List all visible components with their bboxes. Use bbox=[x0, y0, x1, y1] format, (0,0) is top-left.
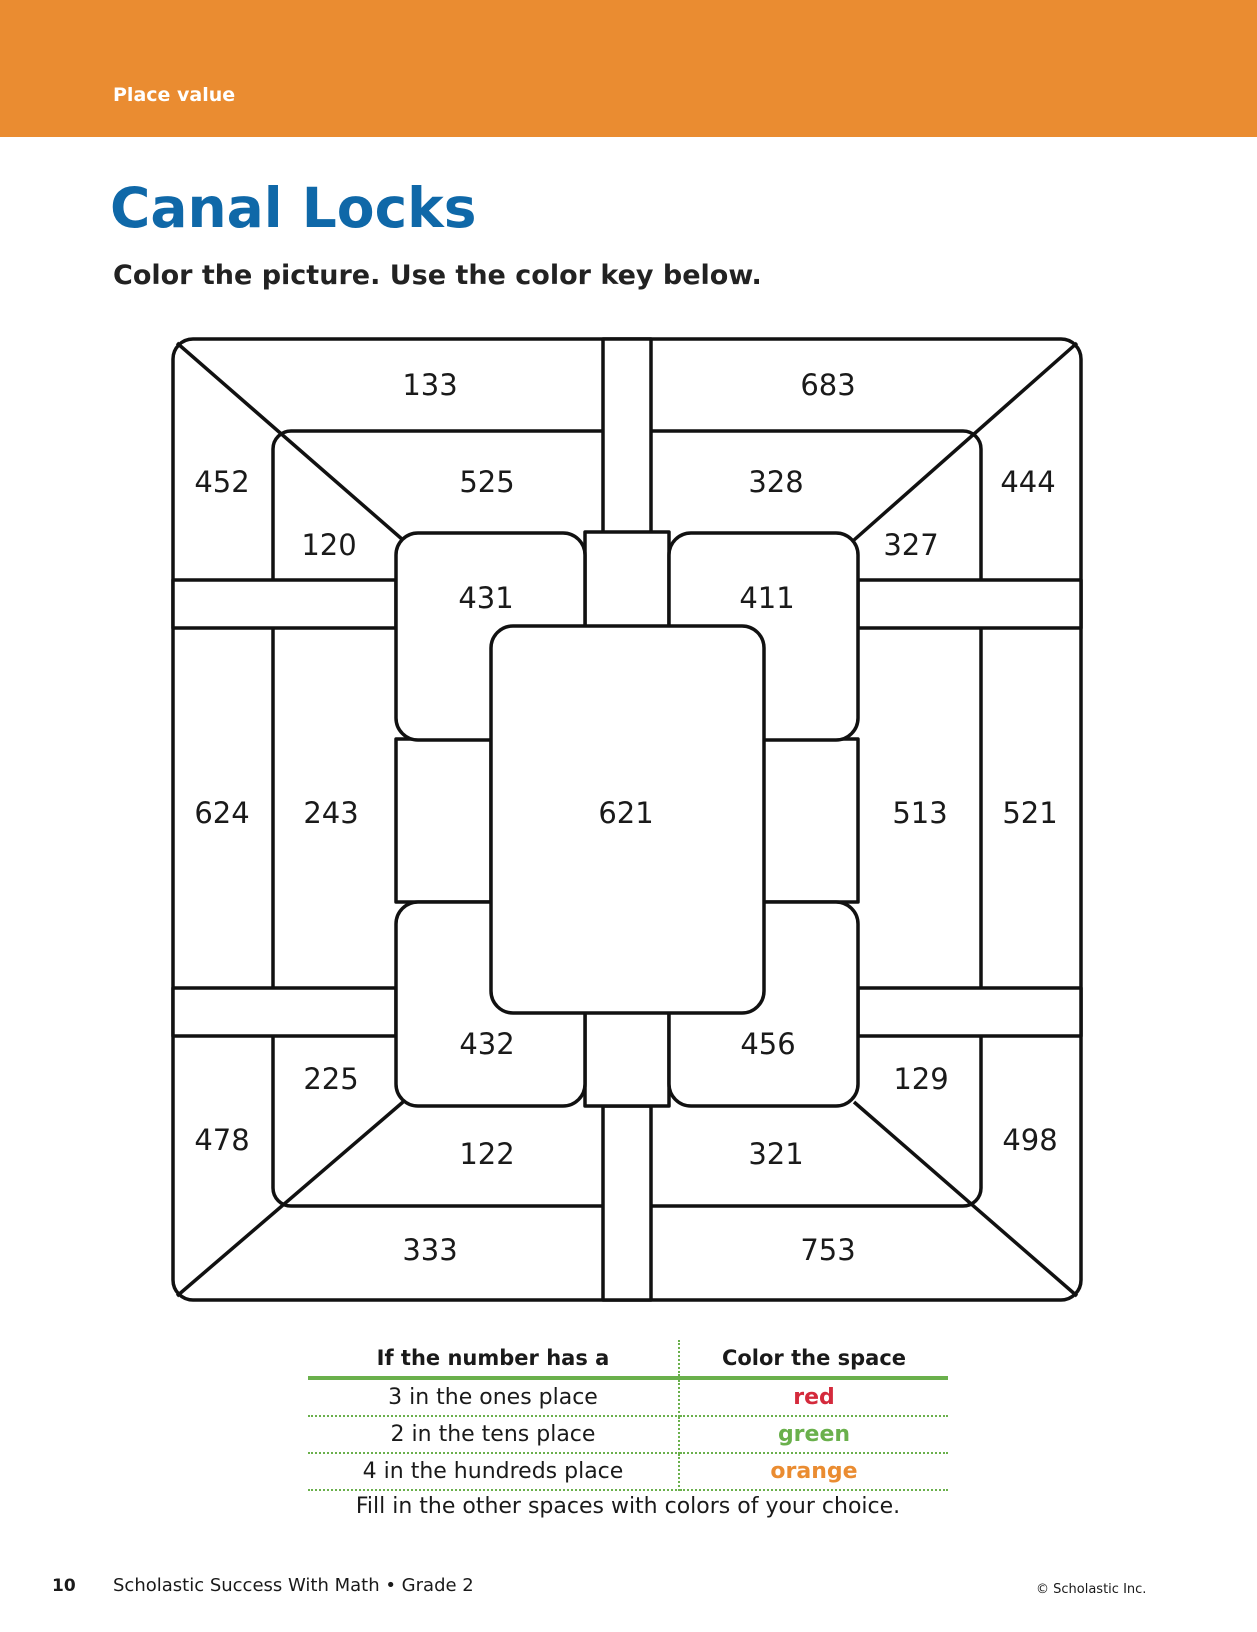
band-left-top bbox=[173, 580, 396, 628]
band-bottom bbox=[603, 1106, 651, 1300]
book-title: Scholastic Success With Math • Grade 2 bbox=[113, 1575, 474, 1596]
page-title: Canal Locks bbox=[110, 176, 477, 240]
number-513: 513 bbox=[892, 796, 948, 830]
header-color: Color the space bbox=[679, 1340, 948, 1378]
connector-right bbox=[763, 739, 858, 902]
diagonal-top-left bbox=[177, 343, 403, 540]
condition-cell: 3 in the ones place bbox=[308, 1378, 679, 1416]
number-478: 478 bbox=[194, 1123, 250, 1157]
color-cell-red: red bbox=[679, 1378, 948, 1416]
color-key-row bbox=[308, 1453, 948, 1490]
number-498: 498 bbox=[1002, 1123, 1058, 1157]
number-122: 122 bbox=[459, 1137, 515, 1171]
number-452: 452 bbox=[194, 465, 250, 499]
number-444: 444 bbox=[1000, 465, 1056, 499]
section-label: Place value bbox=[113, 84, 236, 106]
number-624: 624 bbox=[194, 796, 250, 830]
connector-bottom bbox=[585, 1010, 669, 1106]
number-120: 120 bbox=[301, 528, 357, 562]
connector-left bbox=[396, 739, 491, 902]
number-753: 753 bbox=[800, 1233, 856, 1267]
band-right-bottom bbox=[858, 988, 1081, 1036]
number-456: 456 bbox=[740, 1027, 796, 1061]
color-cell-orange: orange bbox=[679, 1453, 948, 1490]
condition-cell: 2 in the tens place bbox=[308, 1416, 679, 1453]
number-328: 328 bbox=[748, 465, 804, 499]
number-432: 432 bbox=[459, 1027, 515, 1061]
number-327: 327 bbox=[883, 528, 939, 562]
band-left-bottom bbox=[173, 988, 396, 1036]
number-333: 333 bbox=[402, 1233, 458, 1267]
header-condition: If the number has a bbox=[308, 1340, 679, 1378]
number-621: 621 bbox=[598, 796, 654, 830]
instructions: Color the picture. Use the color key below. bbox=[113, 260, 762, 291]
color-key-row bbox=[308, 1416, 948, 1453]
copyright: © Scholastic Inc. bbox=[1036, 1582, 1147, 1597]
color-key-header bbox=[308, 1340, 948, 1378]
number-683: 683 bbox=[800, 368, 856, 402]
number-321: 321 bbox=[748, 1137, 804, 1171]
number-225: 225 bbox=[303, 1062, 359, 1096]
number-133: 133 bbox=[402, 368, 458, 402]
number-129: 129 bbox=[893, 1062, 949, 1096]
number-525: 525 bbox=[459, 465, 515, 499]
band-right-top bbox=[858, 580, 1081, 628]
color-key-row bbox=[308, 1378, 948, 1416]
condition-cell: 4 in the hundreds place bbox=[308, 1453, 679, 1490]
band-top bbox=[603, 339, 651, 533]
diagonal-top-right bbox=[854, 343, 1077, 540]
color-key-table bbox=[308, 1340, 948, 1491]
number-431: 431 bbox=[458, 581, 514, 615]
page-number: 10 bbox=[52, 1576, 76, 1596]
color-key-note: Fill in the other spaces with colors of your choice. bbox=[355, 1494, 901, 1519]
number-521: 521 bbox=[1002, 796, 1058, 830]
number-243: 243 bbox=[303, 796, 359, 830]
color-cell-green: green bbox=[679, 1416, 948, 1453]
number-411: 411 bbox=[739, 581, 795, 615]
